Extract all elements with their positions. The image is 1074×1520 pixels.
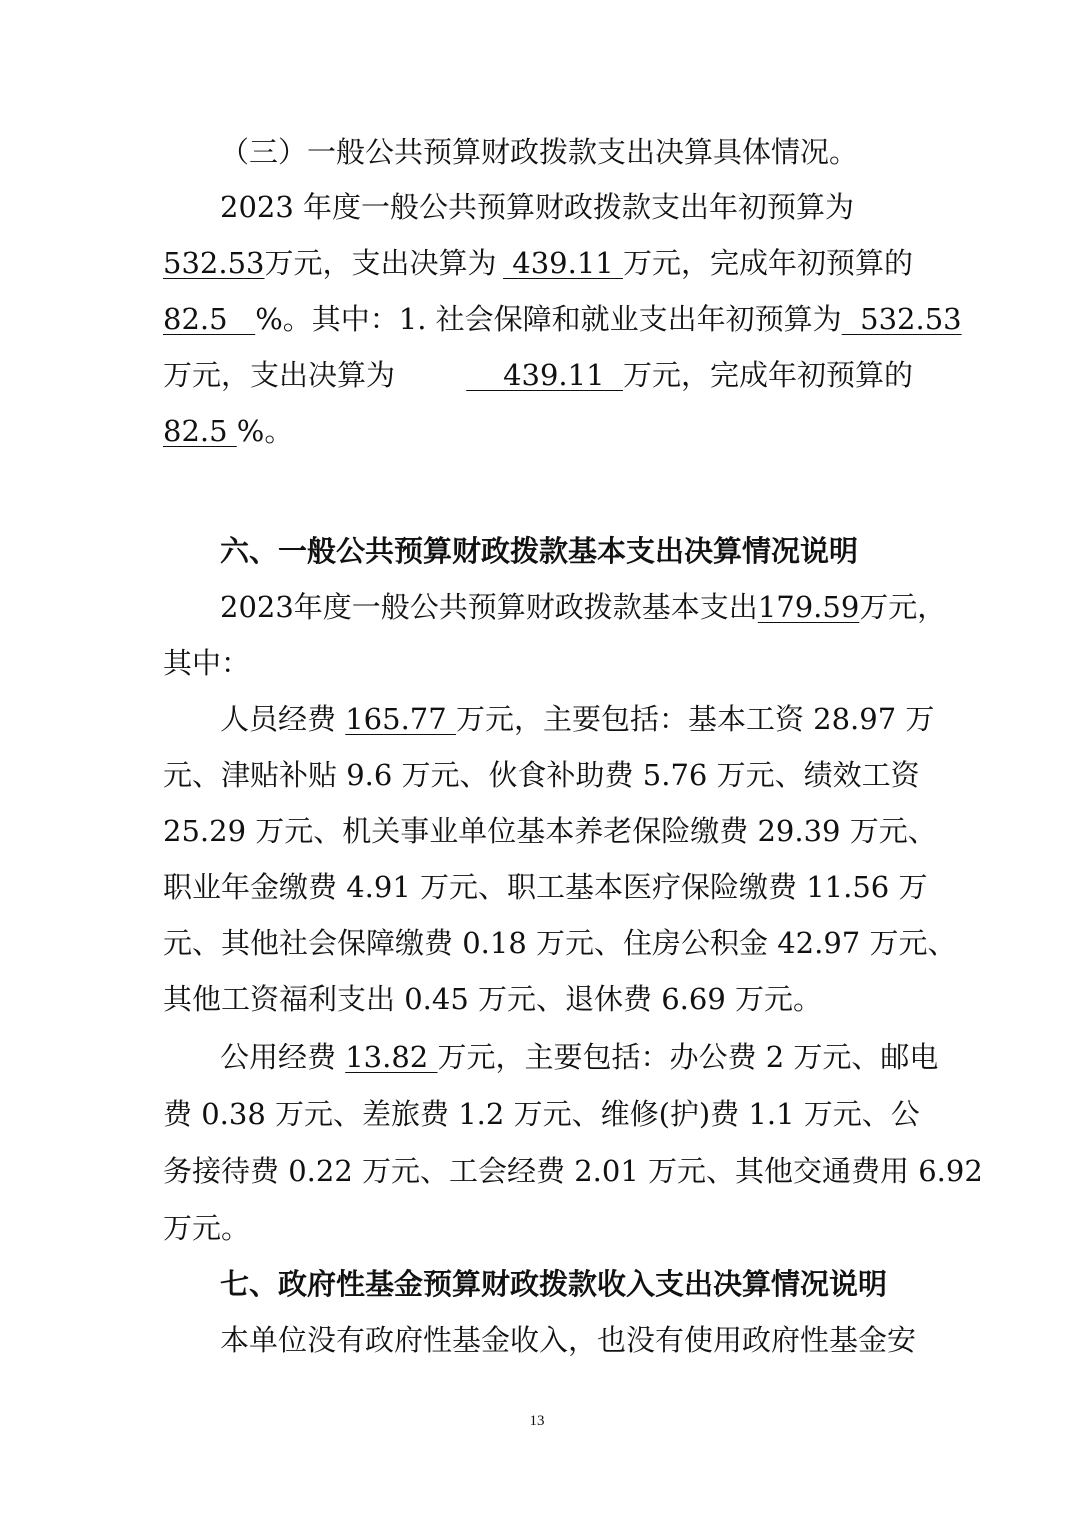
text: 元、津贴补贴 9.6 万元、伙食补助费 5.76 万元、绩效工资 [163, 758, 920, 792]
text: 万元，主要包括：基本工资 28.97 万 [455, 702, 935, 736]
value-underlined: 165.77 [345, 702, 456, 736]
para-line: 其中： [163, 646, 251, 680]
text: 务接待费 0.22 万元、工会经费 2.01 万元、其他交通费用 6.92 [163, 1154, 983, 1188]
text: 2023年度一般公共预算财政拨款基本支出 [220, 590, 758, 624]
para-line [163, 758, 920, 792]
text: 职业年金缴费 4.91 万元、职工基本医疗保险缴费 11.56 万 [163, 870, 928, 904]
section-7-heading: 七、政府性基金预算财政拨款收入支出决算情况说明 [220, 1267, 888, 1301]
value-underlined: 179.59 [757, 590, 860, 624]
para-line [163, 926, 957, 960]
text: 费 0.38 万元、差旅费 1.2 万元、维修(护)费 1.1 万元、公 [163, 1097, 920, 1131]
section-6-heading: 六、一般公共预算财政拨款基本支出决算情况说明 [220, 534, 859, 568]
para-line [163, 814, 937, 848]
para-line [163, 358, 913, 392]
text: 万元，完成年初预算的 [622, 358, 913, 392]
para-line [163, 302, 962, 336]
text: 2023 年度一般公共预算财政拨款支出年初预算为 [220, 190, 855, 224]
text: %。 [236, 414, 294, 448]
para-line [163, 870, 928, 904]
text: 本单位没有政府性基金收入，也没有使用政府性基金安 [220, 1323, 917, 1357]
text: 公用经费 [220, 1040, 337, 1074]
text: 万元，支出决算为 [264, 246, 497, 280]
text: 万元， [859, 590, 947, 624]
text: 万元，完成年初预算的 [622, 246, 913, 280]
para-line [163, 246, 913, 280]
para-line [220, 1040, 939, 1074]
para-line: 其他工资福利支出 0.45 万元、退休费 6.69 万元。 [163, 982, 823, 1016]
text: 万元，主要包括：办公费 2 万元、邮电 [437, 1040, 939, 1074]
value-underlined: 13.82 [345, 1040, 438, 1074]
para-line [220, 190, 913, 224]
para-line [163, 1097, 920, 1131]
para-line [220, 590, 947, 624]
para-line: 万元。 [163, 1211, 251, 1245]
text: 元、其他社会保障缴费 0.18 万元、住房公积金 42.97 万元、 [163, 926, 957, 960]
value-underlined: 532.53 [163, 246, 265, 280]
value-underlined: 82.5 [163, 414, 237, 448]
text: 万元，支出决算为 [163, 358, 396, 392]
text: 25.29 万元、机关事业单位基本养老保险缴费 29.39 万元、 [163, 814, 937, 848]
text: %。其中：1. 社会保障和就业支出年初预算为 [255, 302, 842, 336]
para-line [163, 1154, 983, 1188]
para-line [220, 702, 935, 736]
value-underlined: 439.11 [466, 358, 623, 392]
value-underlined: 82.5 [163, 302, 256, 336]
text: 人员经费 [220, 702, 337, 736]
para-line [220, 1323, 917, 1357]
para-line [163, 414, 913, 448]
value-underlined: 439.11 [503, 246, 623, 280]
page-number: 13 [529, 1413, 545, 1429]
section-3-title: （三）一般公共预算财政拨款支出决算具体情况。 [220, 135, 859, 169]
value-underlined: 532.53 [841, 302, 962, 336]
